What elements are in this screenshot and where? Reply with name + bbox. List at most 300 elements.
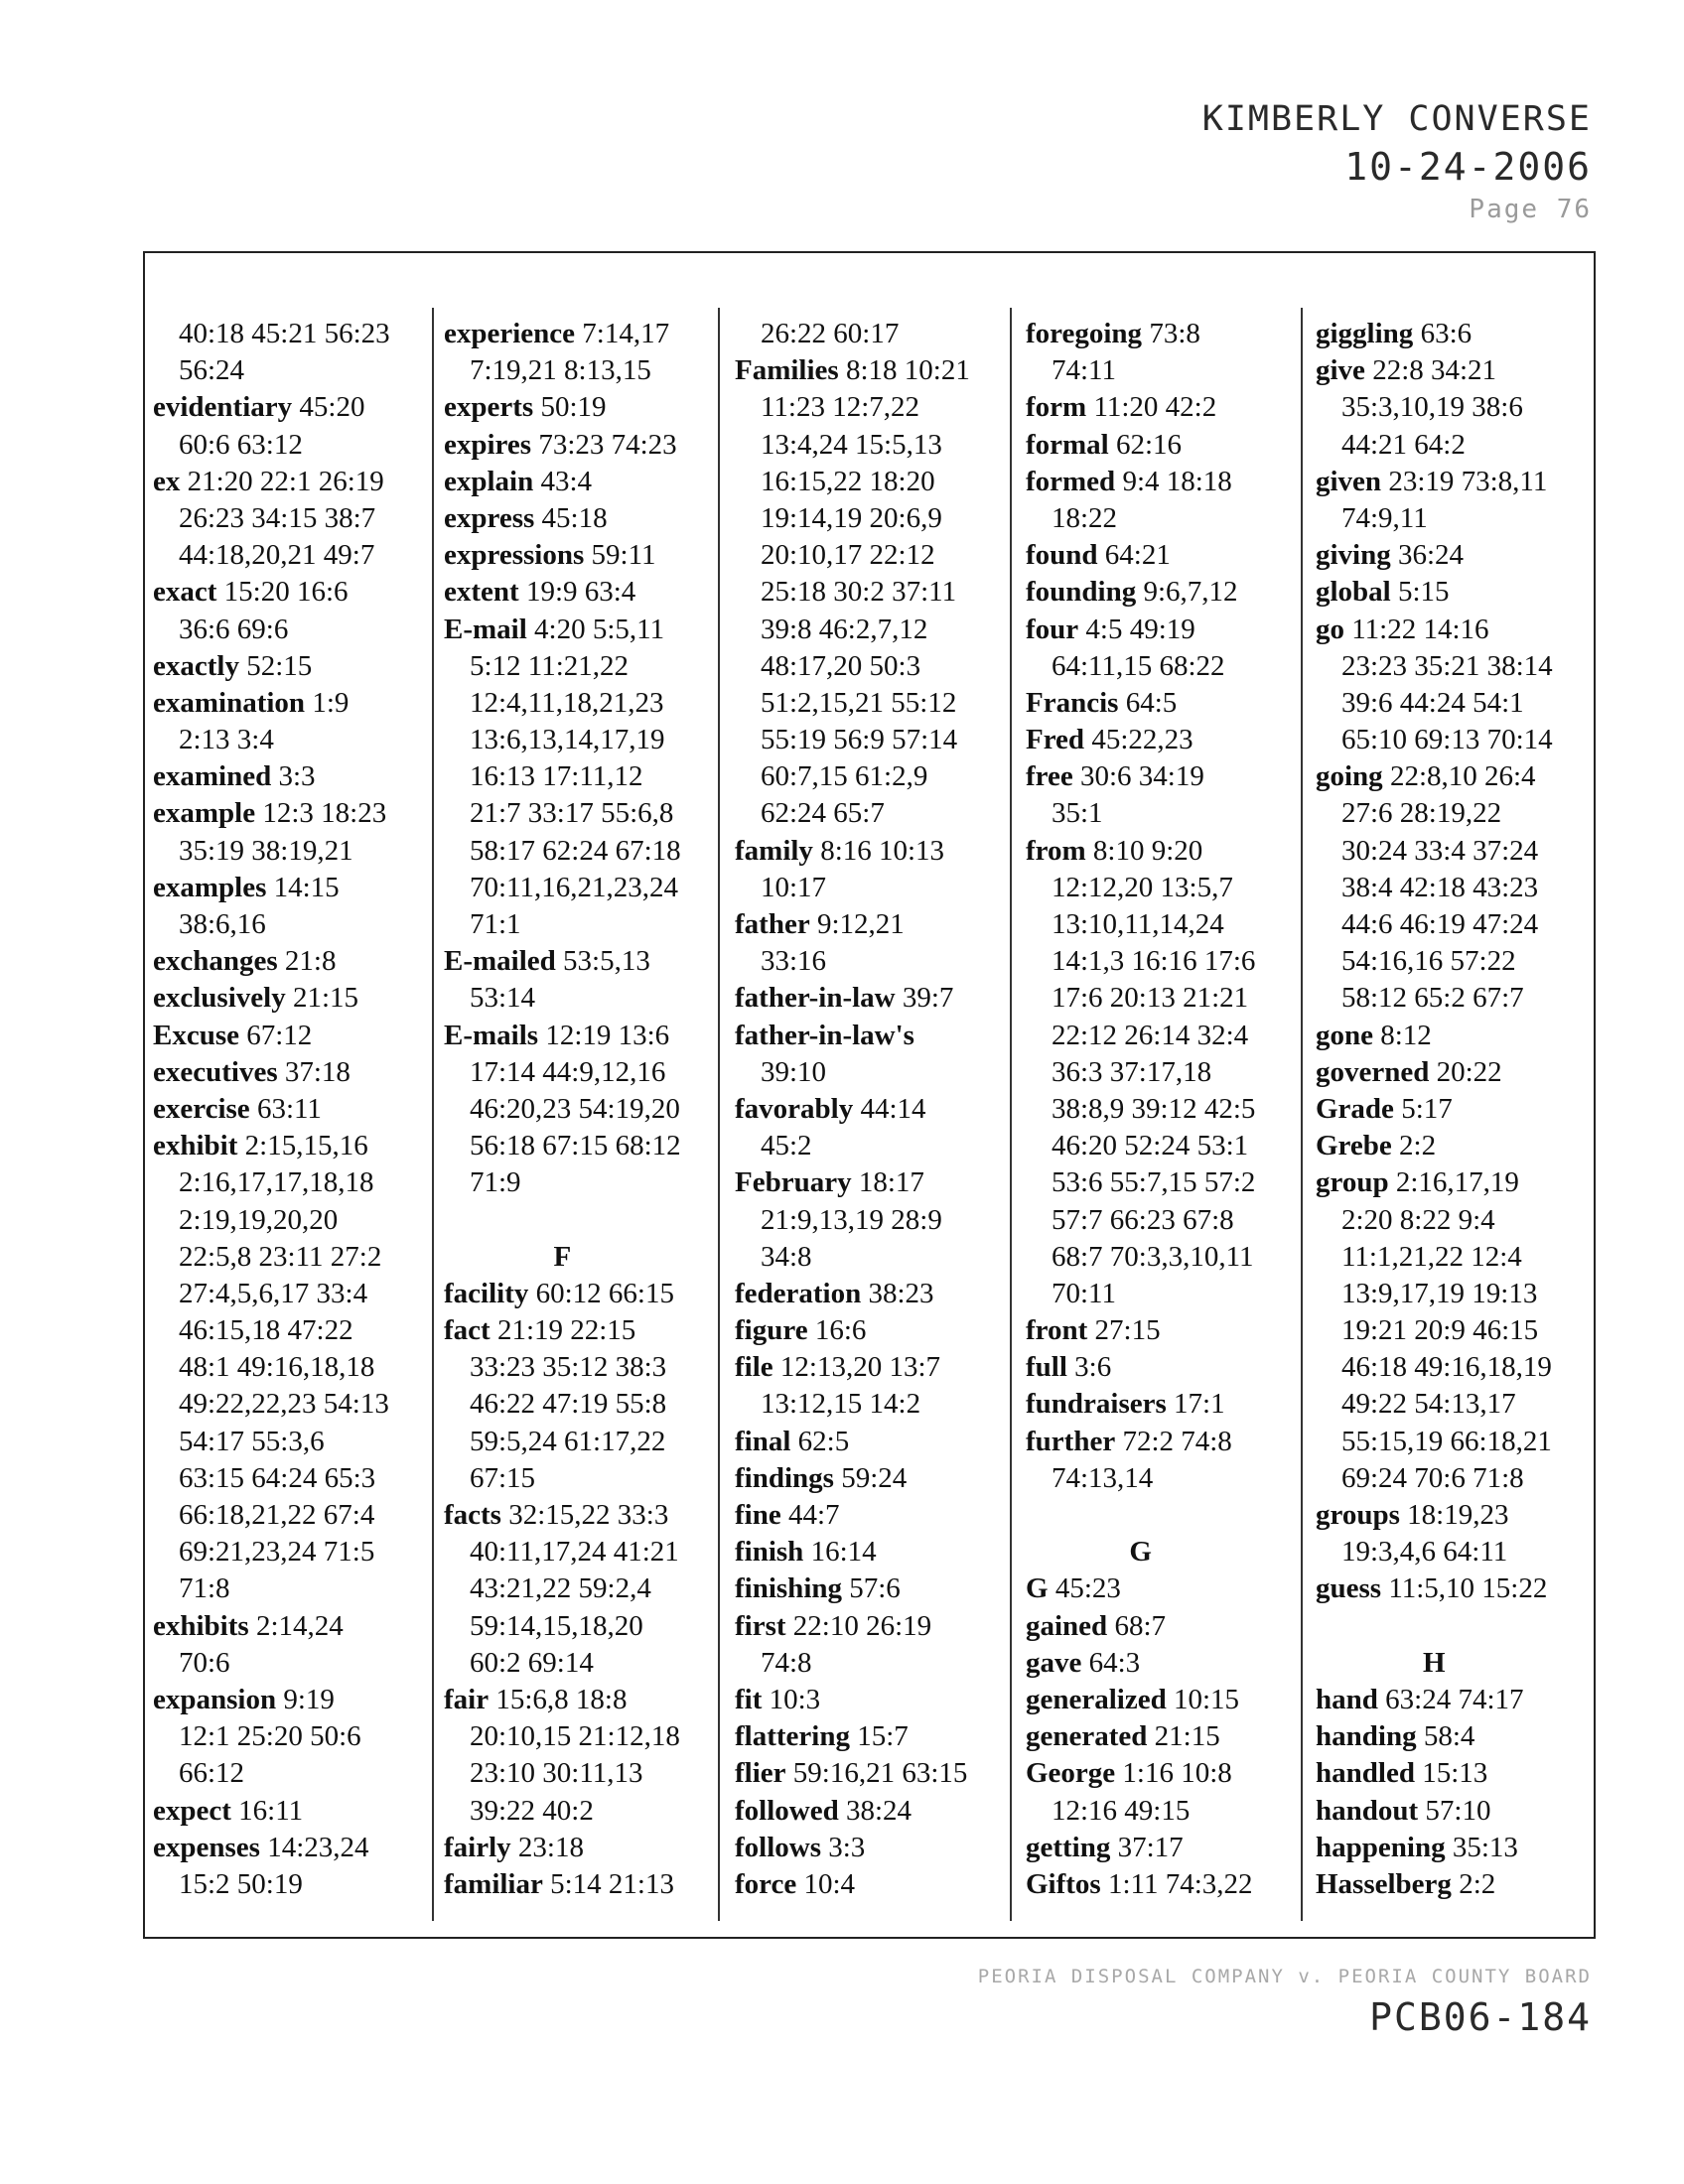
page-line-references: 15:13	[1422, 1757, 1488, 1790]
index-entry	[444, 1682, 681, 1718]
index-entry	[153, 685, 390, 722]
index-entry	[1026, 1570, 1255, 1607]
index-entry	[1316, 464, 1553, 500]
index-term: exercise	[153, 1092, 250, 1125]
page-line-references: 14:23,24	[267, 1831, 369, 1863]
page-line-references: 36:24	[1398, 539, 1465, 572]
index-term: gained	[1026, 1609, 1108, 1642]
index-continuation: 12:1 25:20 50:6	[179, 1720, 361, 1753]
index-entry	[735, 1460, 970, 1497]
index-continuation: 64:11,15 68:22	[1052, 649, 1225, 682]
index-term: follows	[735, 1831, 821, 1863]
index-term: exchanges	[153, 945, 278, 978]
page-line-references: 9:6,7,12	[1143, 576, 1238, 609]
index-term: fairly	[444, 1831, 511, 1863]
index-term: examined	[153, 760, 272, 793]
index-continuation: 38:6,16	[179, 908, 266, 940]
index-continuation: 35:3,10,19 38:6	[1341, 391, 1523, 424]
index-entry	[1316, 537, 1553, 574]
page-line-references: 8:12	[1380, 1019, 1432, 1051]
page-line-references: 72:2 74:8	[1122, 1425, 1232, 1457]
index-entry	[1026, 833, 1255, 870]
index-term: handout	[1316, 1794, 1419, 1827]
index-entry	[1316, 1755, 1553, 1792]
index-term: fundraisers	[1026, 1388, 1167, 1421]
page-line-references: 68:7	[1114, 1609, 1166, 1642]
index-term: federation	[735, 1277, 862, 1309]
index-continuation: 58:12 65:2 67:7	[1341, 982, 1524, 1015]
index-continuation: 39:10	[761, 1055, 827, 1088]
index-term: facts	[444, 1499, 501, 1531]
index-column-1	[153, 316, 390, 1903]
index-entry	[1026, 1866, 1255, 1903]
index-term: form	[1026, 391, 1087, 424]
page-line-references: 53:5,13	[563, 945, 650, 978]
index-column-4	[1026, 316, 1255, 1903]
index-continuation: 27:4,5,6,17 33:4	[179, 1277, 368, 1309]
index-term: found	[1026, 539, 1098, 572]
index-continuation: 39:8 46:2,7,12	[761, 613, 928, 645]
column-divider	[718, 308, 720, 1921]
index-continuation: 36:6 69:6	[179, 613, 289, 645]
page-line-references: 62:5	[797, 1425, 850, 1457]
page-line-references: 8:18 10:21	[845, 354, 970, 387]
page-line-references: 11:22 14:16	[1351, 613, 1489, 645]
index-continuation: 16:13 17:11,12	[470, 760, 643, 793]
deponent-name: KIMBERLY CONVERSE	[1201, 99, 1592, 139]
index-entry	[1026, 758, 1255, 795]
page-line-references: 16:6	[814, 1314, 867, 1347]
page-line-references: 1:9	[312, 686, 350, 719]
index-entry	[1026, 389, 1255, 426]
index-continuation: 46:20 52:24 53:1	[1052, 1130, 1249, 1162]
index-term: George	[1026, 1757, 1116, 1790]
index-term: Fred	[1026, 724, 1085, 756]
index-continuation: 40:11,17,24 41:21	[470, 1536, 679, 1569]
page-line-references: 12:13,20 13:7	[779, 1351, 941, 1384]
index-term: founding	[1026, 576, 1137, 609]
index-continuation: 48:17,20 50:3	[761, 649, 921, 682]
index-continuation: 53:14	[470, 982, 536, 1015]
index-continuation: 55:19 56:9 57:14	[761, 724, 958, 756]
index-entry	[1316, 1830, 1553, 1866]
page-line-references: 45:18	[541, 501, 608, 534]
case-number: PCB06-184	[1369, 1995, 1592, 2039]
page-line-references: 22:8 34:21	[1372, 354, 1497, 387]
index-continuation: 66:12	[179, 1757, 245, 1790]
page-line-references: 9:4 18:18	[1122, 465, 1232, 497]
index-entry	[735, 1497, 970, 1534]
index-entry	[1026, 1830, 1255, 1866]
index-continuation: 63:15 64:24 65:3	[179, 1461, 376, 1494]
index-continuation: 45:2	[761, 1130, 812, 1162]
index-entry	[1316, 1570, 1553, 1607]
index-term: explain	[444, 465, 534, 497]
index-continuation: 13:10,11,14,24	[1052, 908, 1224, 940]
page-line-references: 52:15	[246, 649, 313, 682]
page-line-references: 64:3	[1088, 1646, 1141, 1679]
index-entry	[444, 1866, 681, 1903]
index-continuation: 49:22 54:13,17	[1341, 1388, 1516, 1421]
index-entry	[1316, 1128, 1553, 1164]
index-entry	[735, 833, 970, 870]
page-number: Page 76	[1469, 195, 1592, 224]
page-line-references: 27:15	[1094, 1314, 1161, 1347]
index-continuation: 21:7 33:17 55:6,8	[470, 797, 674, 830]
index-term: hand	[1316, 1683, 1378, 1715]
index-term: expressions	[444, 539, 585, 572]
index-entry	[1026, 464, 1255, 500]
index-term: G	[1026, 1572, 1049, 1605]
deposition-date: 10-24-2006	[1344, 145, 1592, 189]
index-term: gave	[1026, 1646, 1082, 1679]
index-continuation: 36:3 37:17,18	[1052, 1055, 1212, 1088]
page-line-references: 21:8	[284, 945, 337, 978]
index-term: evidentiary	[153, 391, 293, 424]
index-continuation: 69:21,23,24 71:5	[179, 1536, 375, 1569]
index-continuation: 11:23 12:7,22	[761, 391, 920, 424]
page-line-references: 4:5 49:19	[1085, 613, 1195, 645]
index-term: giving	[1316, 539, 1391, 572]
page-line-references: 22:10 26:19	[792, 1609, 932, 1642]
letter-heading: H	[1423, 1646, 1446, 1679]
letter-heading: F	[553, 1240, 572, 1273]
index-continuation: 22:5,8 23:11 27:2	[179, 1240, 382, 1273]
index-term: exact	[153, 576, 217, 609]
page-line-references: 59:24	[841, 1461, 908, 1494]
page-line-references: 43:4	[540, 465, 593, 497]
index-term: express	[444, 501, 535, 534]
index-entry	[444, 389, 681, 426]
index-continuation: 13:6,13,14,17,19	[470, 724, 665, 756]
index-continuation: 59:14,15,18,20	[470, 1609, 643, 1642]
index-term: E-mail	[444, 613, 527, 645]
index-term: Grade	[1316, 1092, 1394, 1125]
index-continuation: 2:16,17,17,18,18	[179, 1166, 374, 1199]
page-line-references: 4:20 5:5,11	[534, 613, 665, 645]
spacer	[444, 1202, 681, 1239]
index-entry	[735, 1793, 970, 1830]
index-continuation: 19:3,4,6 64:11	[1341, 1536, 1508, 1569]
column-divider	[1010, 308, 1012, 1921]
page-line-references: 11:20 42:2	[1093, 391, 1217, 424]
index-continuation: 17:14 44:9,12,16	[470, 1055, 666, 1088]
page-line-references: 16:14	[810, 1536, 877, 1569]
index-entry	[153, 1830, 390, 1866]
index-term: expires	[444, 428, 532, 461]
index-term: first	[735, 1609, 786, 1642]
page-line-references: 1:11 74:3,22	[1107, 1867, 1253, 1900]
index-continuation: 51:2,15,21 55:12	[761, 686, 957, 719]
index-continuation: 7:19,21 8:13,15	[470, 354, 651, 387]
index-continuation: 65:10 69:13 70:14	[1341, 724, 1553, 756]
index-entry	[1026, 1682, 1255, 1718]
index-term: file	[735, 1351, 773, 1384]
index-term: going	[1316, 760, 1383, 793]
index-entry	[1316, 1091, 1553, 1128]
index-entry	[1026, 1349, 1255, 1386]
index-entry	[735, 980, 970, 1017]
index-continuation: 19:14,19 20:6,9	[761, 501, 942, 534]
page-line-references: 15:20 16:6	[223, 576, 349, 609]
index-term: ex	[153, 465, 181, 497]
page-line-references: 35:13	[1452, 1831, 1518, 1863]
index-continuation: 68:7 70:3,3,10,11	[1052, 1240, 1254, 1273]
index-term: give	[1316, 354, 1365, 387]
index-term: foregoing	[1026, 318, 1143, 349]
index-term: handing	[1316, 1720, 1417, 1753]
page-line-references: 5:14 21:13	[550, 1867, 674, 1900]
index-entry	[1316, 1682, 1553, 1718]
index-term: free	[1026, 760, 1073, 793]
index-entry	[153, 795, 390, 832]
page-line-references: 18:19,23	[1407, 1499, 1509, 1531]
index-continuation: 19:21 20:9 46:15	[1341, 1314, 1539, 1347]
index-entry	[1316, 1054, 1553, 1091]
index-entry	[735, 1091, 970, 1128]
index-term: exhibit	[153, 1130, 238, 1162]
index-term: familiar	[444, 1867, 543, 1900]
page-line-references: 62:16	[1116, 428, 1183, 461]
index-continuation: 53:6 55:7,15 57:2	[1052, 1166, 1256, 1199]
index-entry	[153, 574, 390, 611]
index-entry	[1026, 1312, 1255, 1349]
index-continuation: 71:1	[470, 908, 521, 940]
index-continuation: 70:6	[179, 1646, 230, 1679]
index-continuation: 16:15,22 18:20	[761, 465, 935, 497]
index-continuation: 60:6 63:12	[179, 428, 303, 461]
page-line-references: 23:19 73:8,11	[1388, 465, 1548, 497]
index-entry	[735, 1018, 970, 1054]
index-entry	[444, 574, 681, 611]
index-term: generalized	[1026, 1683, 1167, 1715]
index-term: gone	[1316, 1019, 1373, 1051]
page-line-references: 15:6,8 18:8	[495, 1683, 628, 1715]
index-entry	[444, 1497, 681, 1534]
index-continuation: 44:6 46:19 47:24	[1341, 908, 1539, 940]
index-term: experience	[444, 318, 576, 349]
index-entry	[153, 870, 390, 906]
index-entry	[1026, 537, 1255, 574]
page-line-references: 2:2	[1399, 1130, 1437, 1162]
page-line-references: 59:11	[591, 539, 656, 572]
index-term: family	[735, 834, 813, 867]
index-term: E-mails	[444, 1019, 539, 1051]
index-continuation: 34:8	[761, 1240, 812, 1273]
index-term: front	[1026, 1314, 1088, 1347]
page-line-references: 16:11	[238, 1794, 304, 1827]
index-term: examination	[153, 686, 306, 719]
page-line-references: 45:23	[1054, 1572, 1121, 1605]
page-line-references: 12:19 13:6	[545, 1019, 670, 1051]
index-continuation: 27:6 28:19,22	[1341, 797, 1502, 830]
index-entry	[1316, 612, 1553, 648]
index-term: generated	[1026, 1720, 1148, 1753]
index-entry	[735, 1570, 970, 1607]
index-entry	[444, 427, 681, 464]
index-term: expansion	[153, 1683, 277, 1715]
page-line-references: 8:16 10:13	[820, 834, 945, 867]
page-line-references: 38:23	[868, 1277, 934, 1309]
index-continuation: 2:20 8:22 9:4	[1341, 1203, 1495, 1236]
page-line-references: 1:16 10:8	[1122, 1757, 1232, 1790]
index-entry	[1026, 722, 1255, 758]
index-entry	[444, 316, 681, 352]
page-line-references: 21:15	[292, 982, 359, 1015]
index-continuation: 44:21 64:2	[1341, 428, 1466, 461]
index-continuation: 46:20,23 54:19,20	[470, 1092, 680, 1125]
page-line-references: 59:16,21 63:15	[792, 1757, 968, 1790]
page-line-references: 3:3	[828, 1831, 866, 1863]
index-entry	[153, 648, 390, 685]
page-line-references: 10:4	[803, 1867, 856, 1900]
page-line-references: 23:18	[517, 1831, 584, 1863]
index-column-5	[1316, 316, 1553, 1903]
index-term: figure	[735, 1314, 808, 1347]
index-entry	[1316, 1793, 1553, 1830]
index-continuation: 35:19 38:19,21	[179, 834, 353, 867]
index-entry	[1316, 1018, 1553, 1054]
letter-heading: G	[1129, 1536, 1152, 1569]
index-entry	[1316, 1497, 1553, 1534]
page-line-references: 60:12 66:15	[535, 1277, 674, 1309]
index-continuation: 44:18,20,21 49:7	[179, 539, 375, 572]
page-line-references: 45:22,23	[1091, 724, 1193, 756]
index-column-2	[444, 316, 681, 1903]
index-entry	[444, 464, 681, 500]
index-term: final	[735, 1425, 791, 1457]
index-entry	[735, 1312, 970, 1349]
index-term: findings	[735, 1461, 834, 1494]
index-term: guess	[1316, 1572, 1382, 1605]
index-entry	[153, 943, 390, 980]
index-continuation: 13:9,17,19 19:13	[1341, 1277, 1538, 1309]
index-term: Families	[735, 354, 839, 387]
index-entry	[735, 1164, 970, 1201]
index-continuation: 25:18 30:2 37:11	[761, 576, 957, 609]
index-term: flier	[735, 1757, 786, 1790]
index-continuation: 71:9	[470, 1166, 521, 1199]
index-term: examples	[153, 871, 267, 903]
index-continuation: 26:23 34:15 38:7	[179, 501, 376, 534]
page-line-references: 50:19	[540, 391, 607, 424]
index-continuation: 59:5,24 61:17,22	[470, 1425, 666, 1457]
index-entry	[735, 352, 970, 389]
page-line-references: 20:22	[1436, 1055, 1502, 1088]
index-term: force	[735, 1867, 797, 1900]
page-line-references: 45:20	[299, 391, 365, 424]
index-term: father-in-law	[735, 982, 896, 1015]
index-continuation: 38:8,9 39:12 42:5	[1052, 1092, 1256, 1125]
index-continuation: 71:8	[179, 1572, 230, 1605]
index-term: experts	[444, 391, 534, 424]
index-continuation: 33:16	[761, 945, 827, 978]
index-entry	[1026, 612, 1255, 648]
index-column-3	[735, 316, 970, 1903]
index-entry	[1026, 1645, 1255, 1682]
index-entry	[153, 1608, 390, 1645]
index-continuation: 14:1,3 16:16 17:6	[1052, 945, 1256, 978]
index-continuation: 48:1 49:16,18,18	[179, 1351, 375, 1384]
index-term: further	[1026, 1425, 1116, 1457]
page-line-references: 19:9 63:4	[525, 576, 636, 609]
page-line-references: 15:7	[857, 1720, 909, 1753]
page-line-references: 22:8,10 26:4	[1389, 760, 1536, 793]
index-term: Grebe	[1316, 1130, 1392, 1162]
index-entry	[153, 758, 390, 795]
index-continuation: 26:22 60:17	[761, 318, 900, 349]
page-line-references: 64:21	[1104, 539, 1171, 572]
index-entry	[735, 1276, 970, 1312]
page-line-references: 10:15	[1173, 1683, 1240, 1715]
spacer	[1026, 1497, 1255, 1534]
index-entry	[153, 389, 390, 426]
index-continuation: 46:15,18 47:22	[179, 1314, 353, 1347]
index-term: exhibits	[153, 1609, 249, 1642]
index-continuation: 40:18 45:21 56:23	[179, 318, 390, 349]
index-continuation: 74:8	[761, 1646, 812, 1679]
page-line-references: 3:3	[278, 760, 316, 793]
page-line-references: 21:20 22:1 26:19	[187, 465, 384, 497]
index-continuation: 21:9,13,19 28:9	[761, 1203, 942, 1236]
index-continuation: 22:12 26:14 32:4	[1052, 1019, 1249, 1051]
index-entry	[1316, 352, 1553, 389]
page-line-references: 17:1	[1174, 1388, 1225, 1421]
index-continuation: 49:22,22,23 54:13	[179, 1388, 389, 1421]
index-term: exclusively	[153, 982, 286, 1015]
index-term: extent	[444, 576, 519, 609]
index-entry	[1026, 1755, 1255, 1792]
page-line-references: 63:6	[1420, 318, 1473, 349]
index-entry	[153, 1018, 390, 1054]
column-divider	[432, 308, 434, 1921]
index-entry	[153, 980, 390, 1017]
index-entry	[1026, 1608, 1255, 1645]
page-line-references: 73:8	[1149, 318, 1200, 349]
index-term: expenses	[153, 1831, 260, 1863]
index-continuation: 12:4,11,18,21,23	[470, 686, 664, 719]
index-term: four	[1026, 613, 1079, 645]
index-entry	[444, 500, 681, 537]
index-continuation: 60:7,15 61:2,9	[761, 760, 928, 793]
index-term: Giftos	[1026, 1867, 1101, 1900]
index-term: from	[1026, 834, 1086, 867]
index-entry	[1026, 574, 1255, 611]
page-line-references: 32:15,22 33:3	[508, 1499, 669, 1531]
index-entry	[153, 1682, 390, 1718]
index-term: Francis	[1026, 686, 1119, 719]
page-line-references: 63:11	[256, 1092, 322, 1125]
page-line-references: 21:15	[1154, 1720, 1220, 1753]
index-entry	[153, 1054, 390, 1091]
page-line-references: 7:14,17	[582, 318, 670, 349]
index-continuation: 10:17	[761, 871, 827, 903]
index-continuation: 15:2 50:19	[179, 1867, 303, 1900]
index-term: happening	[1316, 1831, 1446, 1863]
index-continuation: 38:4 42:18 43:23	[1341, 871, 1539, 903]
page-line-references: 9:12,21	[816, 908, 905, 940]
index-term: finish	[735, 1536, 804, 1569]
index-entry	[1316, 758, 1553, 795]
index-term: executives	[153, 1055, 278, 1088]
index-entry	[735, 1682, 970, 1718]
index-entry	[153, 1793, 390, 1830]
index-term: formal	[1026, 428, 1109, 461]
index-entry	[444, 1018, 681, 1054]
index-term: facility	[444, 1277, 529, 1309]
index-entry	[735, 1755, 970, 1792]
index-continuation: 20:10,15 21:12,18	[470, 1720, 680, 1753]
